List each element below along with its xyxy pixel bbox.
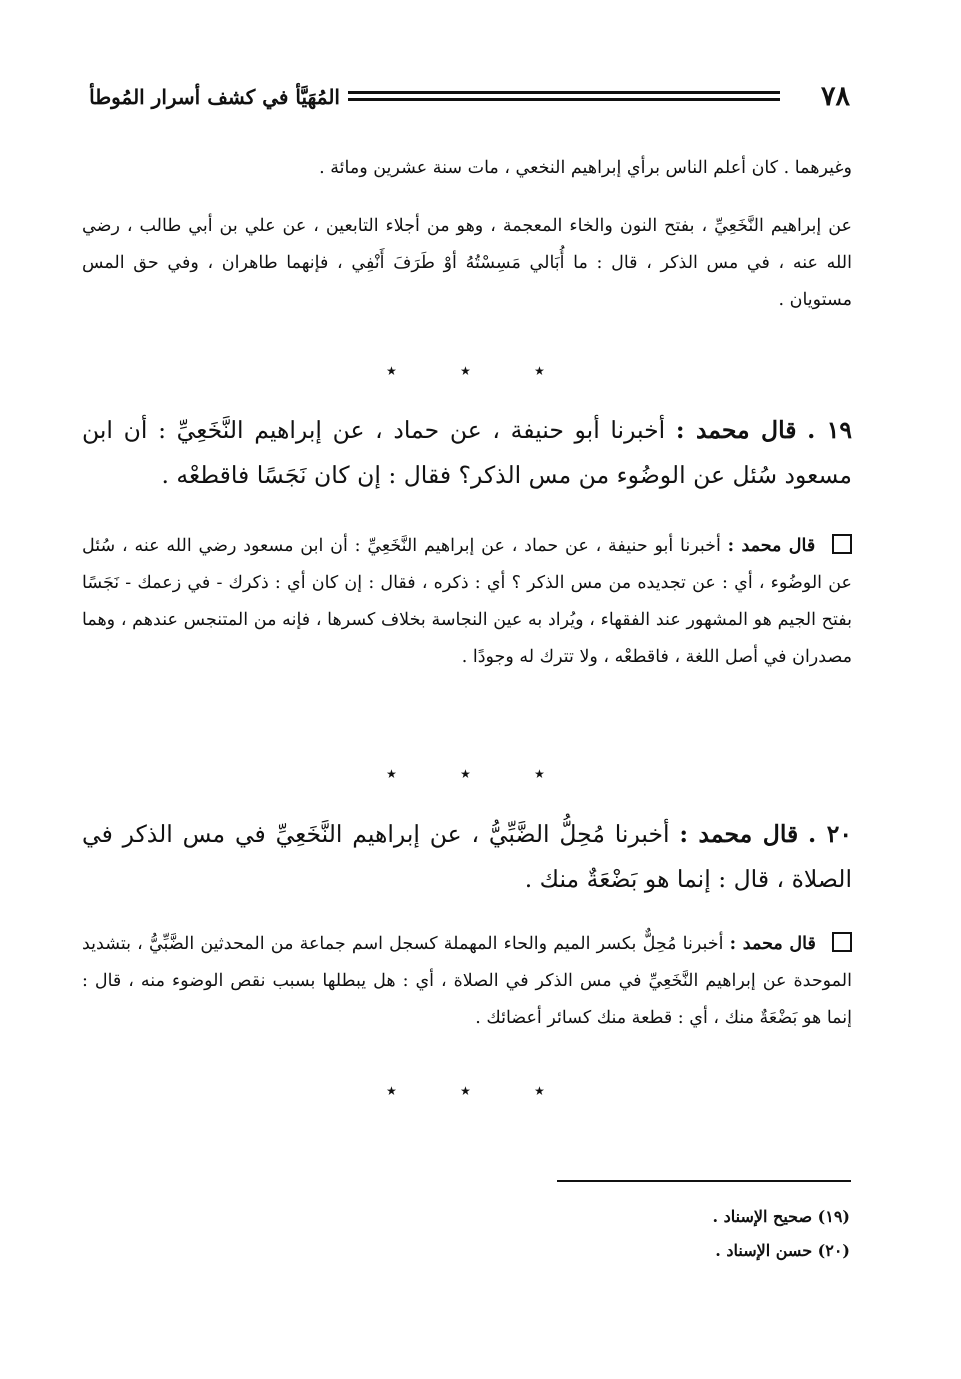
hadith-speaker: قال محمد : [675,416,797,444]
separator-star: ٭ [534,1078,545,1102]
separator-star: ٭ [460,761,471,785]
separator-star: ٭ [460,358,471,382]
commentary-20 [82,926,852,1037]
hadith-text: أخبرنا أبو حنيفة ، عن حماد ، عن إبراهيم النَّخَعِيِّ : أن ابن مسعود سُئل عن الوضُوء من مس الذكر؟ فقال : إن كان نَجَسًا فاقطعْه . [82,416,852,489]
hadith-19 [82,408,852,498]
separator-star: ٭ [386,761,397,785]
square-bullet-icon [832,932,852,952]
footnote-20: (٢٠) حسن الإسناد . [715,1241,850,1260]
running-book-title: المُهَيَّأ في كشف أسرار المُوطأ [89,85,340,109]
commentary-text: أخبرنا أبو حنيفة ، عن حماد ، عن إبراهيم النَّخَعِيِّ : أن ابن مسعود رضي الله عنه ، سُئل عن الوضُوء ، أي : عن تجديده من مس الذكر ؟ أي : ذكره ، فقال : إن كان أي : ذكرك - في زعمك - نَجَسًا بفتح الجيم هو المشهور عند الفقهاء ، ويُراد به عين النجاسة بخلاف كسرها ، فإنه من المتنجس عندهم ، وهما مصدران في أصل اللغة ، فاقطعْه ، ولا تترك له وجودًا . [82,536,852,667]
commentary-speaker: قال محمد : [727,536,816,556]
commentary-19 [82,528,852,676]
page-header [58,80,850,116]
separator-star: ٭ [534,358,545,382]
hadith-20 [82,812,852,902]
separator-star: ٭ [386,358,397,382]
commentary-speaker: قال محمد : [729,934,816,954]
section-separator [0,355,961,385]
hadith-text: أخبرنا مُحِلُّ الضَّبِّيُّ ، عن إبراهيم النَّخَعِيِّ في مس الذكر في الصلاة ، قال : إنما هو بَضْعَةٌ منك . [82,820,852,893]
paragraph-nakhai: عن إبراهيم النَّخَعِيِّ ، بفتح النون والخاء المعجمة ، وهو من أجلاء التابعين ، عن علي بن أبي طالب ، رضي الله عنه ، في مس الذكر ، قال : ما أُبَالي مَسِسْتُهُ أوْ طَرَفَ أَنْفِي ، فإنهما طاهران ، وفي حق المس مستويان . [82,216,852,310]
separator-star: ٭ [386,1078,397,1102]
header-double-rule [348,91,780,101]
section-separator [0,758,961,788]
commentary-text: أخبرنا مُحِلٌّ بكسر الميم والحاء المهملة كسجل اسم جماعة من المحدثين الضَّبِّيُّ ، بتشديد الموحدة عن إبراهيم النَّخَعِيِّ في مس الذكر في الصلاة ، أي : هل يبطلها بسبب نقص الوضوء منه ، قال : إنما هو بَضْعَةٌ منك ، أي : قطعة منك كسائر أعضائك . [82,934,852,1028]
paragraph-continuation: وغيرهما . كان أعلم الناس برأي إبراهيم النخعي ، مات سنة عشرين ومائة . [319,158,852,178]
separator-star: ٭ [460,1078,471,1102]
square-bullet-icon [832,534,852,554]
page-number: ٧٨ [820,81,850,112]
separator-star: ٭ [534,761,545,785]
hadith-speaker: قال محمد : [679,820,799,848]
hadith-number: ١٩ . [807,416,852,444]
footnote-rule [557,1180,851,1182]
section-separator [0,1075,961,1105]
hadith-number: ٢٠ . [808,820,852,848]
footnote-19: (١٩) صحيح الإسناد . [712,1207,850,1226]
